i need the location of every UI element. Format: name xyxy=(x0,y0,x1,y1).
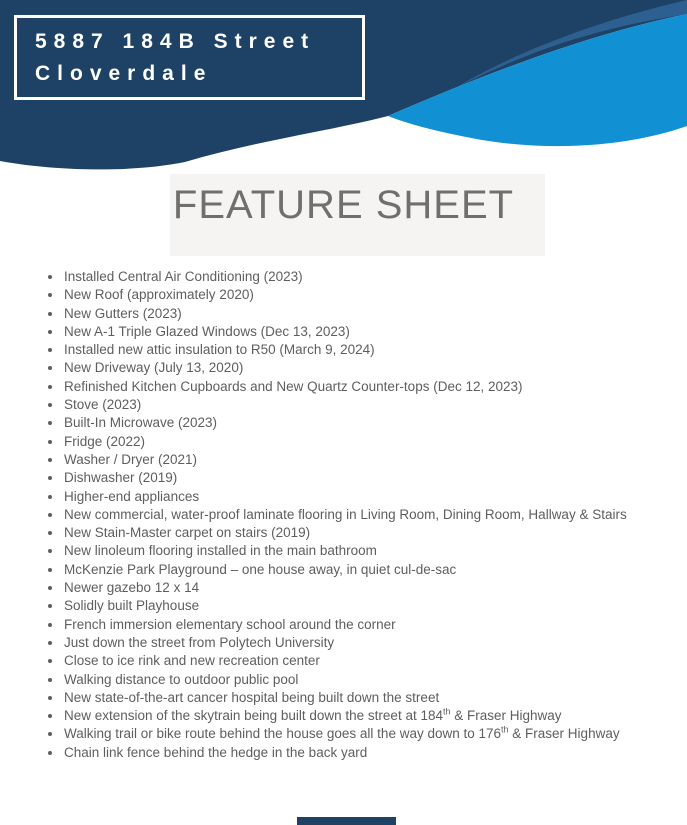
list-item xyxy=(0,451,660,469)
list-item xyxy=(0,725,660,743)
bullet-icon xyxy=(48,458,52,462)
list-item-text: New Driveway (July 13, 2020) xyxy=(64,360,244,376)
page-title: FEATURE SHEET xyxy=(172,183,515,227)
list-item-text: New Gutters (2023) xyxy=(64,305,182,321)
list-item xyxy=(0,268,660,286)
bullet-icon xyxy=(48,531,52,535)
bullet-icon xyxy=(48,495,52,499)
address-box xyxy=(14,15,365,100)
bullet-icon xyxy=(48,275,52,279)
address-line-1: 5887 184B Street xyxy=(35,29,316,53)
list-item-text: French immersion elementary school around the corner xyxy=(64,616,396,632)
list-item xyxy=(0,579,660,597)
bullet-icon xyxy=(48,732,52,736)
list-item-text: Washer / Dryer (2021) xyxy=(64,451,198,467)
bullet-icon xyxy=(48,604,52,608)
bullet-icon xyxy=(48,568,52,572)
list-item xyxy=(0,652,660,670)
list-item xyxy=(0,542,660,560)
list-item xyxy=(0,469,660,487)
list-item-text: Higher-end appliances xyxy=(64,488,200,504)
list-item-text: Solidly built Playhouse xyxy=(64,598,200,614)
list-item xyxy=(0,524,660,542)
address-line-2: Cloverdale xyxy=(35,61,213,85)
bullet-icon xyxy=(48,549,52,553)
list-item-text: McKenzie Park Playground – one house away, in quiet cul-de-sac xyxy=(64,561,457,577)
bullet-icon xyxy=(48,403,52,407)
list-item-text: Newer gazebo 12 x 14 xyxy=(64,580,200,596)
bullet-icon xyxy=(48,293,52,297)
list-item xyxy=(0,323,660,341)
list-item xyxy=(0,597,660,615)
footer-bar xyxy=(297,817,396,825)
list-item-text: New A-1 Triple Glazed Windows (Dec 13, 2023) xyxy=(64,323,350,339)
list-item xyxy=(0,616,660,634)
list-item-text: New linoleum flooring installed in the main bathroom xyxy=(64,543,377,559)
list-item xyxy=(0,378,660,396)
bullet-icon xyxy=(48,659,52,663)
list-item-text: Just down the street from Polytech University xyxy=(64,634,335,650)
list-item-text: Walking distance to outdoor public pool xyxy=(64,671,299,687)
list-item-text: Refinished Kitchen Cupboards and New Quartz Counter-tops (Dec 12, 2023) xyxy=(64,378,523,394)
list-item-text: Walking trail or bike route behind the house goes all the way down to 176th & Fraser Highway xyxy=(64,724,620,742)
bullet-icon xyxy=(48,440,52,444)
list-item xyxy=(0,707,660,725)
list-item xyxy=(0,506,660,524)
list-item xyxy=(0,286,660,304)
list-item-text: New extension of the skytrain being built down the street at 184th & Fraser Highway xyxy=(64,706,562,724)
list-item xyxy=(0,433,660,451)
bullet-icon xyxy=(48,385,52,389)
bullet-icon xyxy=(48,348,52,352)
list-item xyxy=(0,341,660,359)
bullet-icon xyxy=(48,476,52,480)
list-item xyxy=(0,414,660,432)
bullet-icon xyxy=(48,641,52,645)
bullet-icon xyxy=(48,366,52,370)
list-item xyxy=(0,561,660,579)
list-item xyxy=(0,634,660,652)
list-item-text: Installed new attic insulation to R50 (March 9, 2024) xyxy=(64,342,375,358)
bullet-icon xyxy=(48,330,52,334)
list-item xyxy=(0,396,660,414)
list-item-text: Installed Central Air Conditioning (2023) xyxy=(64,269,303,284)
list-item-text: Close to ice rink and new recreation center xyxy=(64,653,320,669)
bullet-icon xyxy=(48,678,52,682)
list-item xyxy=(0,488,660,506)
list-item xyxy=(0,671,660,689)
list-item-text: Built-In Microwave (2023) xyxy=(64,415,218,431)
list-item xyxy=(0,689,660,707)
bullet-icon xyxy=(48,714,52,718)
list-item-text: Fridge (2022) xyxy=(64,433,146,449)
list-item-text: Dishwasher (2019) xyxy=(64,470,178,486)
bullet-icon xyxy=(48,586,52,590)
feature-list xyxy=(0,268,660,762)
list-item-text: Chain link fence behind the hedge in the back yard xyxy=(64,744,368,760)
list-item-text: New state-of-the-art cancer hospital being built down the street xyxy=(64,689,440,705)
list-item xyxy=(0,359,660,377)
list-item-text: New Roof (approximately 2020) xyxy=(64,287,254,303)
bullet-icon xyxy=(48,421,52,425)
list-item-text: Stove (2023) xyxy=(64,397,142,413)
list-item xyxy=(0,744,660,762)
list-item-text: New Stain-Master carpet on stairs (2019) xyxy=(64,525,311,541)
bullet-icon xyxy=(48,623,52,627)
bullet-icon xyxy=(48,513,52,517)
bullet-icon xyxy=(48,312,52,316)
bullet-icon xyxy=(48,696,52,700)
list-item-text: New commercial, water-proof laminate flooring in Living Room, Dining Room, Hallway & Stairs xyxy=(64,506,627,522)
bullet-icon xyxy=(48,751,52,755)
list-item xyxy=(0,305,660,323)
